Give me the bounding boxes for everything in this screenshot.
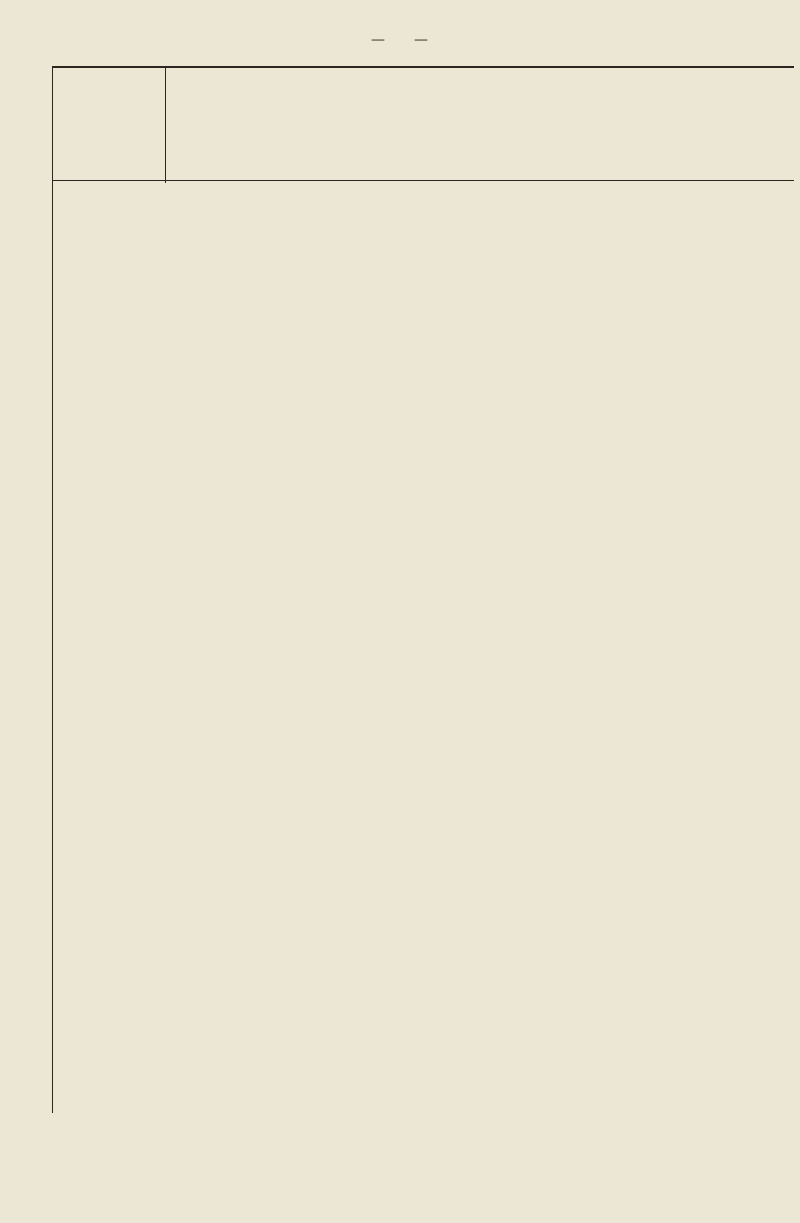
header-bottom-rule — [52, 180, 794, 181]
left-border — [52, 68, 53, 1113]
top-rule — [52, 66, 794, 68]
page-number: — — — [371, 32, 429, 48]
